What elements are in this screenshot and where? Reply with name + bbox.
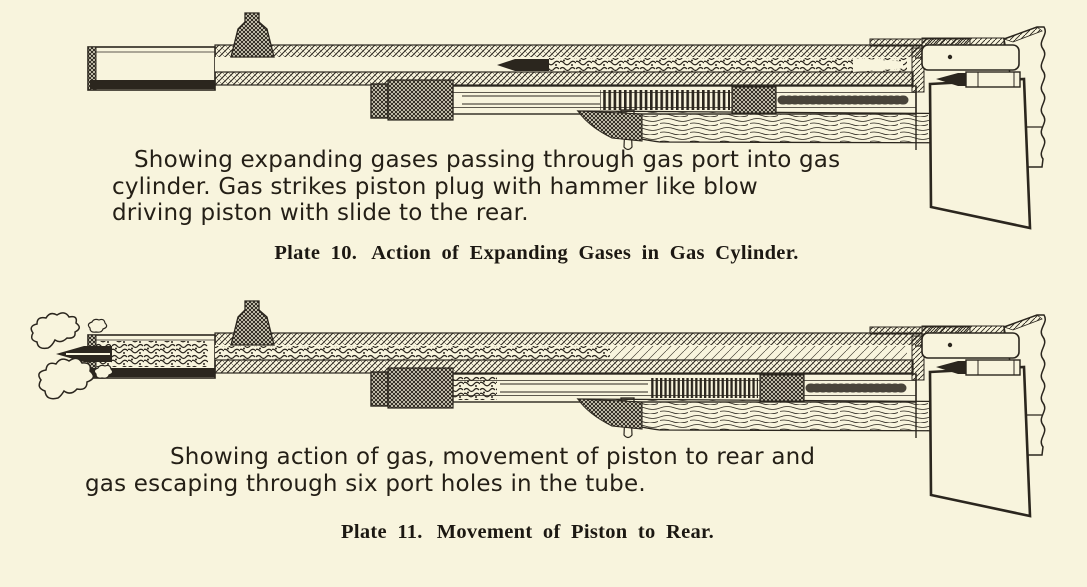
plate-11-caption [85,444,815,498]
plate-11-title [0,521,1087,544]
caption-line: gas escaping through six port holes in the tube. [85,471,646,497]
plate-10-caption [112,147,840,227]
expanding-gas-in-bore [549,58,907,72]
plate-title-text: Action of Expanding Gases in Gas Cylinder. [371,242,799,264]
plate-title-text: Movement of Piston to Rear. [436,521,714,543]
plate-10-title [0,242,1087,265]
caption-line: Showing expanding gases passing through gas port into gas [134,147,841,173]
caption-line: Showing action of gas, movement of piston to rear and [170,444,816,470]
plate-title-label: Plate 10. [274,242,358,264]
plate-title-label: Plate 11. [341,521,423,543]
caption-line: driving piston with slide to the rear. [112,200,529,226]
caption-line: cylinder. Gas strikes piston plug with hammer like blow [112,173,758,200]
